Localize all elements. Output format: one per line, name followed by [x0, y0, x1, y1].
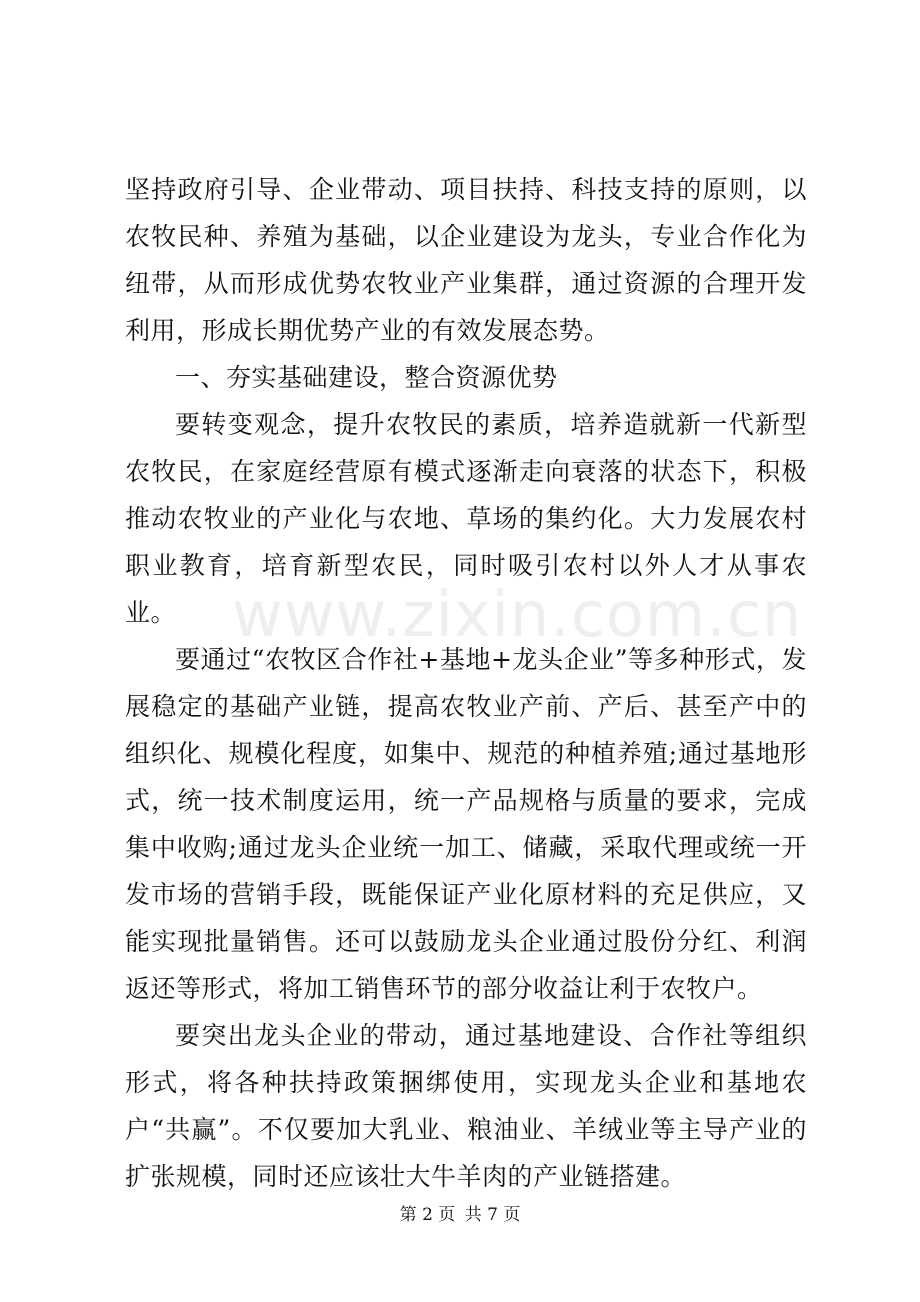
paragraph-1: 坚持政府引导、企业带动、项目扶持、科技支持的原则，以农牧民种、养殖为基础，以企业建设为龙头，专业合作化为纽带，从而形成优势农牧业产业集群，通过资源的合理开发利用，形成长期优势产业的有效发展态势。 [125, 175, 807, 345]
paragraph-2: 要转变观念，提升农牧民的素质，培养造就新一代新型农牧民，在家庭经营原有模式逐渐走向衰落的状态下，积极推动农牧业的产业化与农地、草场的集约化。大力发展农村职业教育，培育新型农民，同时吸引农村以外人才从事农业。 [125, 410, 807, 627]
section-heading: 一、夯实基础建设，整合资源优势 [175, 363, 558, 392]
page-total: 共 7 页 [464, 1205, 521, 1225]
paragraph-4: 要突出龙头企业的带动，通过基地建设、合作社等组织形式，将各种扶持政策捆绑使用，实现龙头企业和基地农户“共赢”。不仅要加大乳业、粮油业、羊绒业等主导产业的扩张规模，同时还应该壮大牛羊肉的产业链搭建。 [125, 1021, 807, 1191]
watermark: www.zixin.com.cn [232, 578, 803, 651]
page-footer [0, 1200, 920, 1225]
page-number: 第 2 页 [399, 1205, 456, 1225]
document-body [125, 166, 807, 1200]
paragraph-3: 要通过“农牧区合作社+基地+龙头企业”等多种形式，发展稳定的基础产业链，提高农牧业产前、产后、甚至产中的组织化、规模化程度，如集中、规范的种植养殖;通过基地形式，统一技术制度运用，统一产品规格与质量的要求，完成集中收购;通过龙头企业统一加工、储藏，采取代理或统一开发市场的营销手段，既能保证产业化原材料的充足供应，又能实现批量销售。还可以鼓励龙头企业通过股份分红、利润返还等形式，将加工销售环节的部分收益让利于农牧户。 [125, 645, 807, 1003]
